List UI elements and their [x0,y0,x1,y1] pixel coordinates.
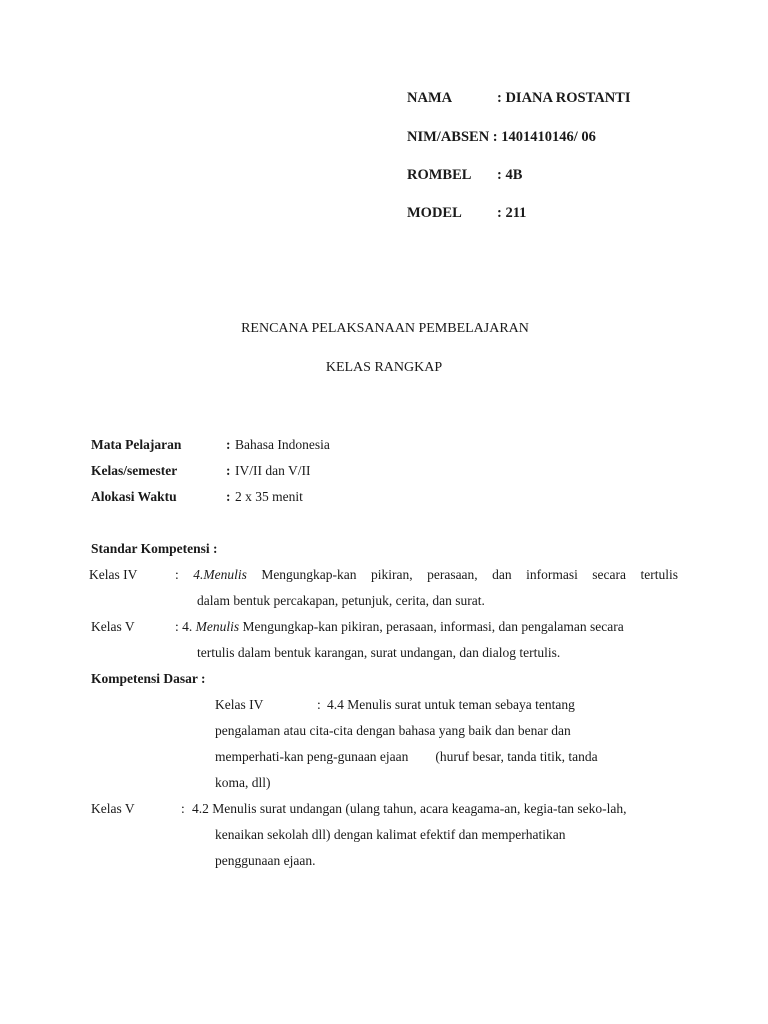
sk-kelas-iv-text: Mengungkap-kan pikiran, perasaan, dan informasi secara tertulis [261,567,678,582]
sk-kelas-v-line2: tertulis dalam bentuk karangan, surat undangan, dan dialog tertulis. [197,645,561,660]
document-subtitle: KELAS RANGKAP [325,360,443,375]
kd-kelas-iv-line3: memperhati-kan peng-gunaan ejaan (huruf besar, tanda titik, tanda [215,749,598,764]
kompetensi-dasar-heading: Kompetensi Dasar : [91,671,206,686]
mata-pelajaran-colon: : [226,437,231,452]
kelas-semester-label: Kelas/semester [91,463,178,478]
standar-kompetensi-heading: Standar Kompetensi : [91,541,218,556]
sk-kelas-iv-prefix: : [175,567,194,582]
kd-kelas-v-line3: penggunaan ejaan. [215,853,316,868]
sk-kelas-iv-line2: dalam bentuk percakapan, petunjuk, cerita, dan surat. [197,593,485,608]
sk-kelas-v-prefix: : 4. [175,619,196,634]
alokasi-waktu-colon: : [226,489,231,504]
kd-kelas-iv-line2: pengalaman atau cita-cita dengan bahasa yang baik dan benar dan [215,723,571,738]
kd-kelas-v-colon: : [181,801,185,816]
alokasi-waktu-label: Alokasi Waktu [91,489,177,504]
sk-kelas-iv-menulis: 4.Menulis [193,567,247,582]
sk-kelas-v-menulis: Menulis [195,619,240,634]
mata-pelajaran-value: Bahasa Indonesia [235,437,330,452]
kd-kelas-v-label: Kelas V [91,801,135,816]
sk-kelas-v-label: Kelas V [91,619,135,634]
kd-kelas-v-line1: 4.2 Menulis surat undangan (ulang tahun, acara keagama-an, kegia-tan seko-lah, [192,801,627,816]
nama-label: NAMA [407,90,453,106]
rombel-value: : 4B [497,167,523,183]
rombel-label: ROMBEL [407,167,472,183]
kelas-semester-value: IV/II dan V/II [235,463,311,478]
alokasi-waktu-value: 2 x 35 menit [235,489,303,504]
document-title: RENCANA PELAKSANAAN PEMBELAJARAN [241,321,529,336]
sk-kelas-v-line1 [175,619,624,635]
kd-kelas-iv-colon: : [317,697,321,712]
nim-absen-line: NIM/ABSEN : 1401410146/ 06 [407,129,596,145]
sk-kelas-v-text: Mengungkap-kan pikiran, perasaan, informasi, dan pengalaman secara [242,619,624,634]
model-label: MODEL [407,205,462,221]
nama-value: : DIANA ROSTANTI [497,90,631,106]
sk-kelas-iv-label: Kelas IV [89,567,138,582]
kd-kelas-iv-label: Kelas IV [215,697,264,712]
mata-pelajaran-label: Mata Pelajaran [91,437,182,452]
sk-kelas-iv-line1 [175,567,678,585]
kd-kelas-iv-line1: 4.4 Menulis surat untuk teman sebaya tentang [327,697,575,712]
kelas-semester-colon: : [226,463,231,478]
kd-kelas-iv-line4: koma, dll) [215,775,271,790]
kd-kelas-v-line2: kenaikan sekolah dll) dengan kalimat efektif dan memperhatikan [215,827,566,842]
model-value: : 211 [497,205,527,221]
